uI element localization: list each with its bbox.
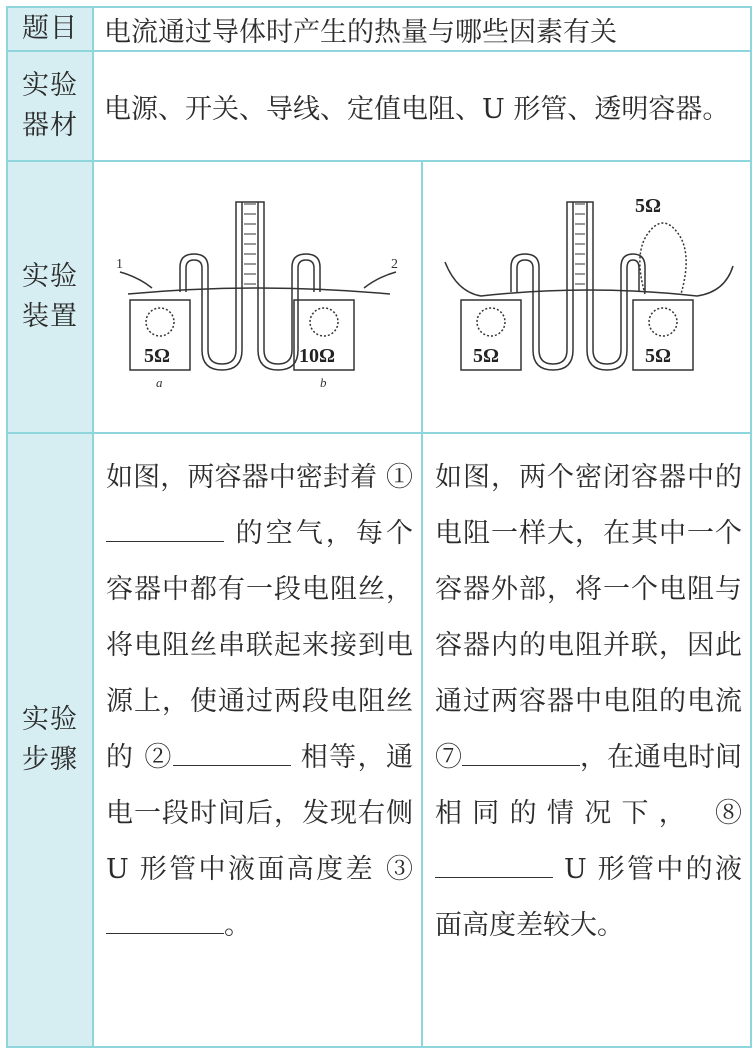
external-resistor [639, 223, 685, 294]
title-label: 题目 [22, 13, 78, 44]
resistor-coil-a [146, 308, 174, 336]
step-right-text-1: 如图，两个密闭容器中的电阻一样大，在其中一个容器外部，将一个电阻与容器内的电阻并联，因此通过两容器中电阻的电流 [435, 462, 742, 717]
parallel-circuit-figure [437, 182, 737, 412]
step-left-text-2: 的空气，每个容器中都有一段电阻丝，将电阻丝串联起来接到电源上，使通过两段电阻丝的 [106, 518, 413, 773]
blank-7[interactable] [462, 735, 580, 766]
blank-8-marker: ⑧ [715, 798, 742, 829]
series-circuit-figure [108, 182, 408, 412]
blank-7-marker: ⑦ [435, 742, 462, 773]
u-tube-inner [186, 202, 314, 370]
resistor-right-value: 5Ω [644, 345, 671, 367]
materials-label-line2: 器材 [22, 110, 78, 141]
steps-label-cell [7, 433, 93, 1047]
resistor-a-value: 5Ω [143, 345, 170, 367]
apparatus-label-line2: 装置 [22, 301, 78, 332]
materials-label-line1: 实验 [22, 70, 78, 101]
container-a-label: a [155, 375, 162, 390]
u-tube-outer [180, 202, 320, 364]
resistor-left-value: 5Ω [472, 345, 499, 367]
steps-label-line2: 步骤 [22, 744, 78, 775]
resistor-coil-b [310, 308, 338, 336]
blank-2[interactable] [173, 735, 291, 766]
apparatus-label-cell [7, 161, 93, 433]
steps-right-cell [422, 433, 751, 1047]
wire-1-lead [120, 272, 152, 288]
external-resistor-value: 5Ω [634, 195, 661, 217]
apparatus-left-cell [93, 161, 422, 433]
u-tube-outer [511, 202, 645, 364]
materials-label-cell [7, 51, 93, 161]
container-b-label: b [319, 375, 326, 390]
wire-2-lead [364, 272, 396, 288]
steps-left-cell [93, 433, 422, 1047]
wire-2-label: 2 [390, 257, 398, 272]
materials-value-cell [93, 51, 751, 161]
step-left-text-4: 。 [224, 910, 251, 941]
step-right-text-3: U 形管中的液面高度差较大。 [435, 854, 742, 941]
blank-3-marker: ③ [386, 854, 413, 885]
step-right-text-2: ，在通电时间相同的情况下， [435, 742, 742, 829]
title-label-cell [7, 7, 93, 51]
blank-8[interactable] [435, 847, 553, 878]
scale-ruler [575, 204, 585, 284]
blank-2-marker: ② [144, 742, 173, 773]
scale-ruler [244, 204, 256, 284]
steps-label-line1: 实验 [22, 704, 78, 735]
apparatus-right-cell [422, 161, 751, 433]
title-value: 电流通过导体时产生的热量与哪些因素有关 [104, 16, 617, 48]
blank-3[interactable] [106, 903, 224, 934]
title-value-cell [93, 7, 751, 51]
wire-1-label: 1 [115, 257, 123, 272]
resistor-b-value: 10Ω [298, 345, 335, 367]
blank-1[interactable] [106, 511, 224, 542]
blank-1-marker: ① [386, 462, 413, 493]
top-wire [128, 288, 390, 294]
step-left-text-3: 相等，通电一段时间后，发现右侧 U 形管中液面高度差 [106, 742, 413, 885]
apparatus-label-line1: 实验 [22, 261, 78, 292]
experiment-table [6, 6, 752, 1048]
resistor-coil-left [477, 308, 505, 336]
materials-value: 电源、开关、导线、定值电阻、U 形管、透明容器。 [104, 93, 730, 125]
resistor-coil-right [649, 308, 677, 336]
top-wire [445, 262, 733, 296]
step-left-text-1: 如图，两容器中密封着 [106, 462, 378, 493]
